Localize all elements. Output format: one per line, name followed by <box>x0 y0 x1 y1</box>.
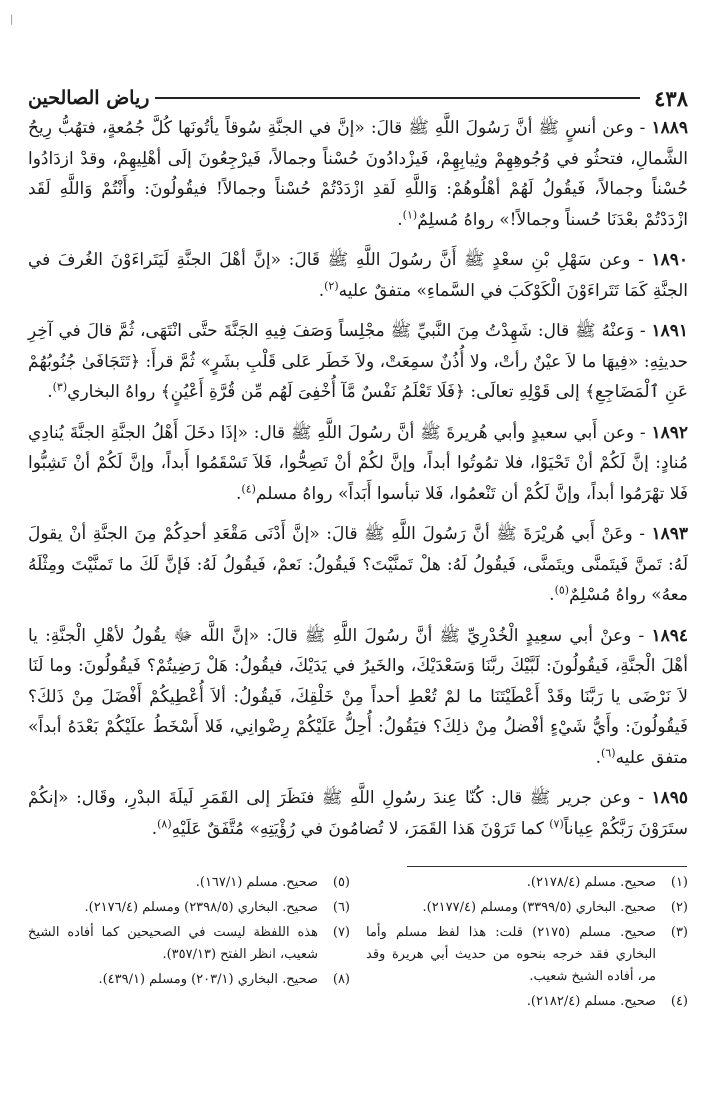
footnotes <box>28 872 688 1016</box>
hadith-paragraph: ١٨٩٥ - وعن جرير ﷺ قال: كُنّا عِندَ رسُولِ اللَّهِ ﷺ فنَظَرَ إلى القَمَرِ لَيلَةَ البدْرِ، وقَال: «إنكُمْ ستَرَوْنَ رَبَّكُمْ عِياناً$^{(٧)}$ كما تَرَوْنَ هَذا القَمَرَ، لا تُضامُونَ في رُؤْيَتِهِ» مُتَّفَقٌ عَلَيْهِ$^{(٨)}$. <box>28 788 688 839</box>
margin-mark: | <box>10 14 14 25</box>
footnotes-left-column <box>28 872 350 1016</box>
hadith-paragraph: ١٨٩١ - وَعنْهُ ﷺ قال: شَهِدْتُ مِنَ النَّبيِّ ﷺ مجْلِساً وَصَفَ فِيهِ الجَنَّةَ حتَّى انْتَهَى، ثُمَّ قالَ في آخِرِ حديثِهِ: «فِيهَا ما لاَ عيْنٌ رأتْ، ولا أُذُنٌ سمِعَتْ، ولاَ خَطَر عَلى قَلْبِ بشَرٍ» ثُمَّ قرأَ: ﴿تَتَجَافَىٰ جُنُوبُهُمْ عَنِ ٱلْمَضَاجِعِ﴾ إلى قَوْلِهِ تعالَى: ﴿فَلَا تَعْلَمُ نَفْسٌ مَّآ أُخْفِىَ لَهُم مِّن قُرَّةِ أَعْيُنٍ﴾ رواهُ البخاري$^{(٣)}$. <box>28 321 688 402</box>
hadith-paragraph: ١٨٩٢ - وعن أَبي سعيدٍ وأبي هُريرةَ ﷺ أنَّ رسُولَ اللَّهِ ﷺ قال: «إذَا دخَلَ أَهْلُ الجنَّةِ الجنَّةَ يُنادِي مُنادٍ: إنَّ لَكُمْ أنْ تَحْيَوْا، فلا تمُوتُوا أبداً، وإنَّ لكُمْ أنْ تَصِحُّوا، فَلاَ تَسْقَمُوا أَبداً، وإنَّ لَكُمْ أنْ تَشِبُّوا فَلا تهْرَمُوا أبداً، وإنَّ لَكُمْ أن تَنْعمُوا، فَلا تبأسوا أَبَداً» رواهُ مسلم$^{(٤)}$. <box>28 422 689 504</box>
footnote <box>28 872 350 894</box>
hadith-paragraph: ١٨٨٩ - وعن أنسٍ ﷺ أنَّ رَسُولَ اللَّهِ ﷺ قالَ: «إنَّ في الجنَّةِ سُوقاً يأتُونَها كُلَّ جُمُعةٍ، فتهُبُّ رِيحُ الشَّمالِ، فتحثُو في وُجُوهِهِمْ وثِيابِهِمْ، فَيزْدادُونَ حُسْناً وجمالاً، فَيرْجِعُونَ إلَى أهْلِيهِمْ، وقدْ ازدَادُوا حُسْناً وجمالاً، فَيقُولُ لَهُمْ أهْلُوهُمْ: وَاللَّهِ لَقدِ ازْدَدْتُمْ حُسْناً وجمالاً! فيقُولُونَ: وأَنْتُمْ وَاللَّهِ لَقَد ازْدَدْتُمْ بعْدَنَا حُسناً وجمالاً!» رواهُ مُسلِمٌ$^{(١)}$. <box>28 118 688 230</box>
footnote-number: (٤) <box>670 994 688 1009</box>
main-text <box>28 113 688 844</box>
footnote-text: صحيح. البخاري (٣٣٩٩/٥) ومسلم (٢١٧٧/٤). <box>422 900 656 915</box>
footnote-number: (٥) <box>332 875 350 890</box>
footnote-number: (٢) <box>670 900 688 915</box>
footnote-text: صحيح. البخاري (٢٣٩٨/٥) ومسلم (٢١٧٦/٤). <box>84 900 318 915</box>
footnote <box>28 897 350 919</box>
hadith-number: ١٨٩٤ <box>651 625 688 646</box>
footnote-text: هذه اللفظة ليست في الصحيحين كما أفاده الشيخ شعيب، انظر الفتح (٣٥٧/١٣). <box>28 925 318 962</box>
footnote-number: (٨) <box>332 972 350 987</box>
hadith-number: ١٨٩٠ <box>651 250 688 270</box>
footnote-number: (٣) <box>670 925 688 940</box>
footnote-separator <box>407 866 687 867</box>
footnote <box>366 991 688 1013</box>
footnote-text: صحيح. مسلم (٢١٧٨/٤). <box>526 875 656 890</box>
footnote-ref: (٣) <box>52 380 68 394</box>
hadith-text: - وعن جرير ﷺ قال: كُنّا عِندَ رسُولِ اللَّهِ ﷺ فنَظَرَ إلى القَمَرِ لَيلَةَ البدْرِ، وقَال: «إنكُمْ ستَرَوْنَ رَبَّكُمْ عِياناً <box>28 788 688 839</box>
footnote <box>28 969 350 991</box>
hadith-paragraph: ١٨٩٠ - وعن سَهْلِ بْنِ سعْدٍ ﷺ أَنَّ رسُولَ اللَّهِ ﷺ قَالَ: «إنَّ أهْلَ الجنَّةِ لَيَتَراءَوْنَ الغُرفَ في الجنَّةِ كَمَا تَتَراءَوْنَ الْكَوْكَبَ في السَّماءِ» متفقٌ عليه$^{(٢)}$. <box>28 250 688 301</box>
hadith-text: - وعن أَبي سعيدٍ وأبي هُريرةَ ﷺ أنَّ رسُولَ اللَّهِ ﷺ قال: «إذَا دخَلَ أَهْلُ الجنَّةِ الجنَّةَ يُنادِي مُنادٍ: إنَّ لَكُمْ أنْ تَحْيَوْا، فلا تمُوتُوا أبداً، وإنَّ لكُمْ أنْ تَصِحُّوا، فَلاَ تَسْقَمُوا أَبداً، وإنَّ لَكُمْ أنْ تَشِبُّوا فَلا تهْرَمُوا أبداً، وإنَّ لَكُمْ أن تَنْعمُوا، فَلا تبأسوا أَبَداً» رواهُ مسلم <box>28 422 688 504</box>
footnotes-right-column <box>366 872 688 1016</box>
footnote <box>366 922 688 988</box>
footnote-number: (٧) <box>332 925 350 940</box>
hadith-text: - وعن أنسٍ ﷺ أنَّ رَسُولَ اللَّهِ ﷺ قالَ: «إنَّ في الجنَّةِ سُوقاً يأتُونَها كُلَّ جُمُعةٍ، فتهُبُّ رِيحُ الشَّمالِ، فتحثُو في وُجُوهِهِمْ وثِيابِهِمْ، فَيزْدادُونَ حُسْناً وجمالاً، فَيرْجِعُونَ إلَى أهْلِيهِمْ، وقدْ ازدَادُوا حُسْناً وجمالاً، فَيقُولُ لَهُمْ أهْلُوهُمْ: وَاللَّهِ لَقدِ ازْدَدْتُمْ حُسْناً وجمالاً! فيقُولُونَ: وأَنْتُمْ وَاللَّهِ لَقَد ازْدَدْتُمْ بعْدَنَا حُسناً وجمالاً!» رواهُ مُسلِمٌ <box>28 118 688 230</box>
footnote-ref: (٦) <box>601 745 616 759</box>
footnote <box>366 897 688 919</box>
footnote-ref: (١) <box>402 207 418 221</box>
footnote-ref: (٥) <box>554 583 570 597</box>
footnote-ref: (٧) <box>549 816 564 830</box>
footnote-ref: (٤) <box>241 481 256 495</box>
hadith-text: - وعَنْ أَبي هُريْرَةَ ﷺ أنَّ رَسُولَ اللَّهِ ﷺ قالَ: «إنَّ أَدْنَى مَقْعَدِ أحدِكُمْ مِنَ الجنَّةِ أنْ يقولَ لَهُ: تَمنَّ فَيتَمنَّى ويتَمنَّى، فَيقُولُ لَهُ: هلْ تَمنَّيْتَ؟ فَيقُولُ: نَعمْ، فَيقُولُ لَهُ: فَإنَّ لَكَ ما تَمنَّيْتَ ومِثْلَهُ معهُ» رواهُ مُسْلِمٌ <box>28 524 688 605</box>
book-title: رياض الصالحين <box>28 87 150 109</box>
hadith-number: ١٨٩١ <box>651 321 688 341</box>
footnote-number: (٦) <box>332 900 350 915</box>
hadith-paragraph: ١٨٩٣ - وعَنْ أَبي هُريْرَةَ ﷺ أنَّ رَسُولَ اللَّهِ ﷺ قالَ: «إنَّ أَدْنَى مَقْعَدِ أحدِكُمْ مِنَ الجنَّةِ أنْ يقولَ لَهُ: تَمنَّ فَيتَمنَّى ويتَمنَّى، فَيقُولُ لَهُ: هلْ تَمنَّيْتَ؟ فَيقُولُ: نَعمْ، فَيقُولُ لَهُ: فَإنَّ لَكَ ما تَمنَّيْتَ ومِثْلَهُ معهُ» رواهُ مُسْلِمٌ$^{(٥)}$. <box>28 524 688 605</box>
page-number: ٤٣٨ <box>654 85 688 111</box>
hadith-number: ١٨٩٥ <box>651 788 688 808</box>
hadith-number: ١٨٩٣ <box>651 524 688 544</box>
footnote-ref: (٨) <box>157 816 172 830</box>
page-header <box>28 84 688 112</box>
hadith-text: - وعن سَهْلِ بْنِ سعْدٍ ﷺ أَنَّ رسُولَ اللَّهِ ﷺ قَالَ: «إنَّ أهْلَ الجنَّةِ لَيَتَراءَوْنَ الغُرفَ في الجنَّةِ كَمَا تَتَراءَوْنَ الْكَوْكَبَ في السَّماءِ» متفقٌ عليه <box>28 250 688 301</box>
header-rule <box>155 97 640 99</box>
hadith-number: ١٨٨٩ <box>651 118 688 138</box>
footnote-text: صحيح. مسلم (٢١٨٢/٤). <box>526 994 656 1009</box>
footnote-text: صحيح. مسلم (١٦٧/١). <box>195 875 318 890</box>
hadith-text: - وَعنْهُ ﷺ قال: شَهِدْتُ مِنَ النَّبيِّ ﷺ مجْلِساً وَصَفَ فِيهِ الجَنَّةَ حتَّى انْتَهَى، ثُمَّ قالَ في آخِرِ حديثِهِ: «فِيهَا ما لاَ عيْنٌ رأتْ، ولا أُذُنٌ سمِعَتْ، ولاَ خَطَر عَلى قَلْبِ بشَرٍ» ثُمَّ قرأَ: ﴿تَتَجَافَىٰ جُنُوبُهُمْ عَنِ ٱلْمَضَاجِعِ﴾ إلى قَوْلِهِ تعالَى: ﴿فَلَا تَعْلَمُ نَفْسٌ مَّآ أُخْفِىَ لَهُم مِّن قُرَّةِ أَعْيُنٍ﴾ رواهُ البخاري <box>28 321 688 402</box>
footnote-text: صحيح. مسلم (٢١٧٥) قلت: هذا لفظ مسلم وأما البخاري فقد خرجه بنحوه من حديث أبي هريرة وقد مر، أفاده الشيخ شعيب. <box>366 925 656 984</box>
hadith-text: - وعنْ أبي سعِيدٍ الْخُدْرِيِّ ﷺ أنَّ رسُولَ اللَّهِ ﷺ قالَ: «إنَّ اللَّه ﷻ يقُولُ لأهْلِ الْجنَّةِ: يا أهْلَ الْجنَّةِ، فَيقُولُونَ: لَبَّيْكَ ربَّنَا وَسَعْدَيْكَ، والخَيرُ في يَدَيْكَ، فيقُولُ: هَلْ رَضِيتُمْ؟ فَيقُولُونَ: وما لَنَا لاَ نَرْضَى يا رَبَّنَا وقَدْ أَعْطَيْتَنَا ما لمْ تُعْطِ أحداً مِنْ خَلْقِكَ، فَيقُولُ: ألاَ أُعْطِيكُمْ أَفْضَلَ مِنْ ذَلكَ؟ فَيقُولُونَ: وأَيُّ شَيْءٍ أفْضلُ مِنْ ذلِكَ؟ فيَقُولُ: أُحِلُّ عَلَيْكُمْ رِضْوانِي، فَلا أَسْخَطُ علَيْكُمْ بَعْدَهُ أبداً» متفق عليه <box>28 625 688 768</box>
footnote <box>28 922 350 966</box>
hadith-paragraph: ١٨٩٤ - وعنْ أبي سعِيدٍ الْخُدْرِيِّ ﷺ أنَّ رسُولَ اللَّهِ ﷺ قالَ: «إنَّ اللَّه ﷻ يقُولُ لأهْلِ الْجنَّةِ: يا أهْلَ الْجنَّةِ، فَيقُولُونَ: لَبَّيْكَ ربَّنَا وَسَعْدَيْكَ، والخَيرُ في يَدَيْكَ، فيقُولُ: هَلْ رَضِيتُمْ؟ فَيقُولُونَ: وما لَنَا لاَ نَرْضَى يا رَبَّنَا وقَدْ أَعْطَيْتَنَا ما لمْ تُعْطِ أحداً مِنْ خَلْقِكَ، فَيقُولُ: ألاَ أُعْطِيكُمْ أَفْضَلَ مِنْ ذَلكَ؟ فَيقُولُونَ: وأَيُّ شَيْءٍ أفْضلُ مِنْ ذلِكَ؟ فيَقُولُ: أُحِلُّ عَلَيْكُمْ رِضْوانِي، فَلا أَسْخَطُ علَيْكُمْ بَعْدَهُ أبداً» متفق عليه$^{(٦)}$. <box>28 625 688 768</box>
hadith-text-continued: كما تَرَوْنَ هَذا القَمَرَ، لا تُضامُونَ في رُؤْيَتِهِ» مُتَّفَقٌ عَلَيْهِ <box>171 818 550 839</box>
footnote <box>366 872 688 894</box>
hadith-number: ١٨٩٢ <box>651 422 689 443</box>
footnote-number: (١) <box>670 875 688 890</box>
footnote-ref: (٢) <box>324 278 339 292</box>
footnote-text: صحيح. البخاري (٢٠٣/١) ومسلم (٤٣٩/١). <box>98 972 318 987</box>
